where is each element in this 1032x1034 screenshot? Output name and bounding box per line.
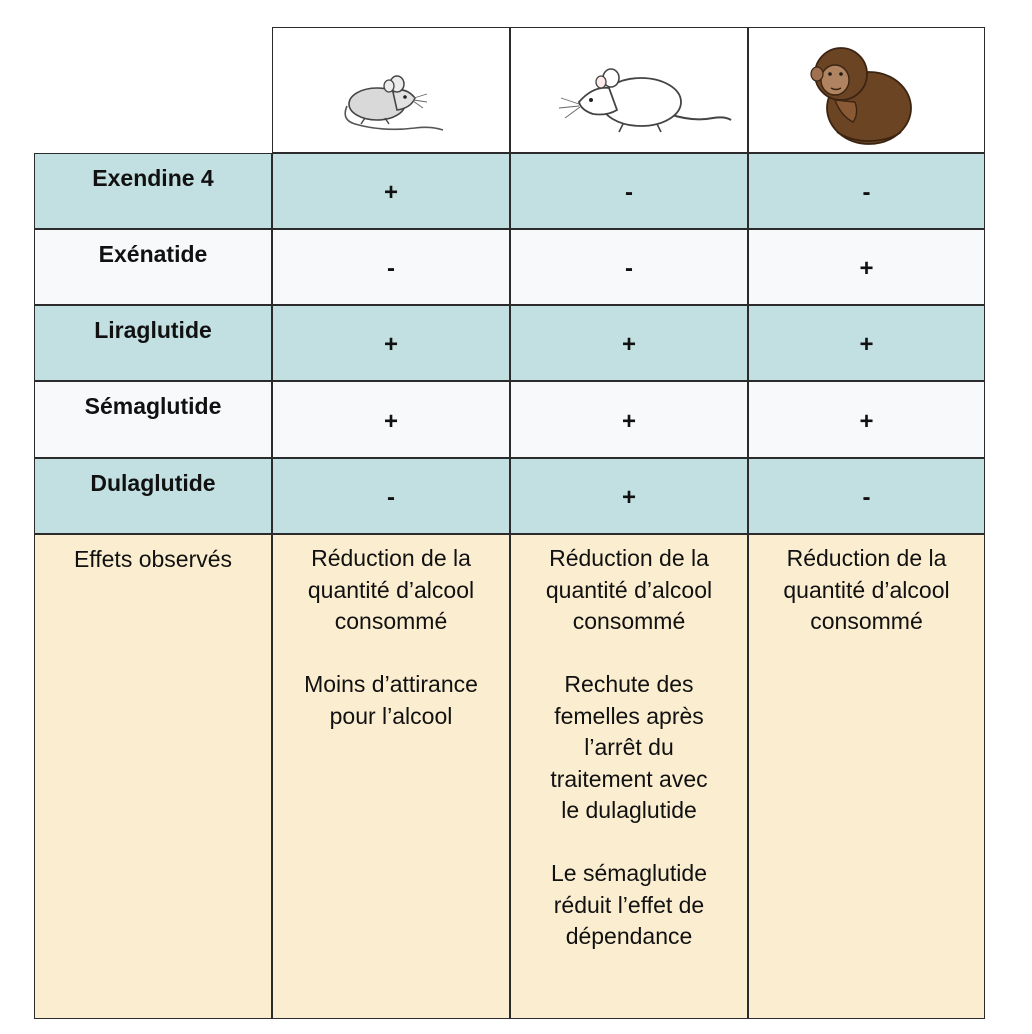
result-rat: + xyxy=(510,381,748,458)
result-mouse: + xyxy=(272,305,510,381)
effect-text: Le sémaglutide réduit l’effet de dépendance xyxy=(551,860,707,949)
header-rat-cell xyxy=(510,27,748,153)
drug-label: Liraglutide xyxy=(34,305,272,381)
results-table xyxy=(34,27,985,1019)
result-rat: - xyxy=(510,229,748,305)
rat-icon xyxy=(553,52,733,138)
drug-label: Exendine 4 xyxy=(34,153,272,229)
header-empty-cell xyxy=(34,27,272,153)
effect-text: Rechute des femelles après l’arrêt du traitement avec le dulaglutide xyxy=(550,671,708,823)
header-mouse-cell xyxy=(272,27,510,153)
result-monkey: + xyxy=(748,381,985,458)
result-rat: + xyxy=(510,305,748,381)
result-monkey: + xyxy=(748,305,985,381)
effects-mouse-cell xyxy=(272,534,510,1019)
effects-rat-cell xyxy=(510,534,748,1019)
drug-label: Exénatide xyxy=(34,229,272,305)
header-monkey-cell xyxy=(748,27,985,153)
effects-label: Effets observés xyxy=(34,534,272,1019)
effects-monkey-cell xyxy=(748,534,985,1019)
result-rat: + xyxy=(510,458,748,534)
mouse-icon xyxy=(335,68,449,134)
effect-text: Réduction de la quantité d’alcool consommé xyxy=(307,545,475,634)
result-monkey: + xyxy=(748,229,985,305)
effect-text: Moins d’attirance pour l’alcool xyxy=(304,671,478,729)
result-rat: - xyxy=(510,153,748,229)
result-mouse: - xyxy=(272,229,510,305)
result-mouse: + xyxy=(272,381,510,458)
drug-label: Sémaglutide xyxy=(34,381,272,458)
drug-label: Dulaglutide xyxy=(34,458,272,534)
effect-text: Réduction de la quantité d’alcool consommé xyxy=(545,545,713,634)
monkey-icon xyxy=(797,36,923,148)
result-monkey: - xyxy=(748,458,985,534)
result-monkey: - xyxy=(748,153,985,229)
result-mouse: - xyxy=(272,458,510,534)
effect-text: Réduction de la quantité d’alcool consommé xyxy=(783,545,950,634)
result-mouse: + xyxy=(272,153,510,229)
